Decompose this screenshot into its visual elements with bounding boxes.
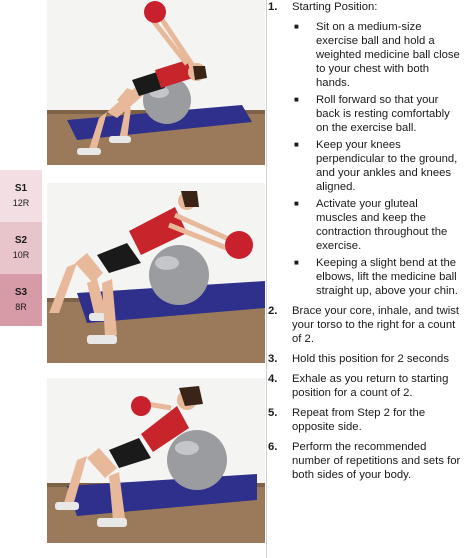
step-4 [268,372,462,400]
set-reps: 8R [15,302,27,312]
substep-text: Roll forward so that your back is resting comfortably on the exercise ball. [316,94,450,134]
step-2 [268,304,462,346]
substep [292,256,462,298]
set-label: S1 [14,183,28,194]
set-2 [0,222,42,274]
column-divider [266,0,267,558]
square-bullet-icon: ■ [294,22,299,31]
substep-text: Keep your knees perpendicular to the ground, and your ankles and knees aligned. [316,139,458,193]
square-bullet-icon: ■ [294,140,299,149]
step-3 [268,352,462,366]
exercise-photo-twist [47,183,265,363]
step-1 [268,0,462,14]
step-number: 2. [268,305,278,317]
square-bullet-icon: ■ [294,95,299,104]
set-label: S2 [14,235,28,246]
step-1-substeps [292,20,462,298]
step-6 [268,440,462,482]
step-number: 4. [268,373,278,385]
exercise-photo-extension [47,378,265,543]
set-3 [0,274,42,326]
step-text: Brace your core, inhale, and twist your torso to the right for a count of 2. [292,305,460,345]
set-1 [0,170,42,222]
step-text: Perform the recommended number of repetitions and sets for both sides of your body. [292,441,461,481]
step-text: Hold this position for 2 seconds [292,353,449,365]
step-number: 5. [268,407,278,419]
set-reps: 10R [12,250,30,260]
step-text: Repeat from Step 2 for the opposite side. [292,407,426,433]
substep [292,93,462,135]
set-label: S3 [14,287,28,298]
square-bullet-icon: ■ [294,199,299,208]
substep-text: Activate your gluteal muscles and keep the contraction throughout the exercise. [316,198,448,252]
step-text: Exhale as you return to starting position for a count of 2. [292,373,449,399]
substep [292,20,462,90]
exercise-photo-start [47,0,265,165]
substep [292,138,462,194]
substep-text: Keeping a slight bend at the elbows, lift the medicine ball straight up, above your chin. [316,257,458,297]
substep [292,197,462,253]
set-reps: 12R [12,198,30,208]
step-text: Starting Position: [292,1,378,13]
step-number: 3. [268,353,278,365]
step-5 [268,406,462,434]
instruction-steps [268,0,462,488]
substep-text: Sit on a medium-size exercise ball and hold a weighted medicine ball close to your chest with both hands. [316,21,460,89]
step-number: 6. [268,441,278,453]
square-bullet-icon: ■ [294,258,299,267]
sets-panel [0,170,42,326]
step-number: 1. [268,1,278,13]
